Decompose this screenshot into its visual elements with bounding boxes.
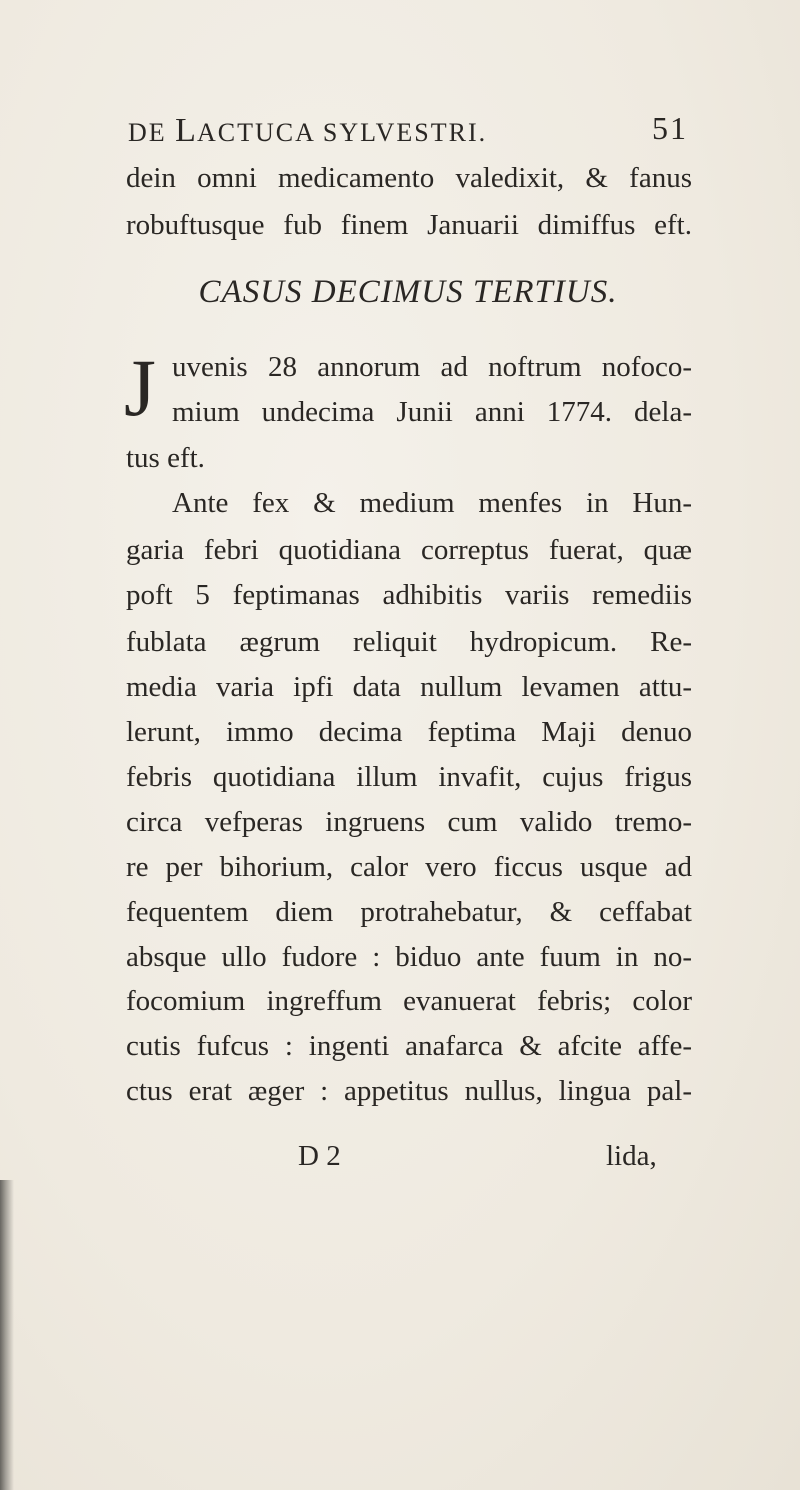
text-line: re per bihorium, calor vero ficcus usque ad: [126, 850, 692, 883]
text-line: Ante fex & medium menfes in Hun-: [172, 487, 692, 520]
text-line: febris quotidiana illum invafit, cujus frigus: [126, 760, 692, 793]
signature-mark: D 2: [298, 1140, 341, 1172]
catchword: lida,: [606, 1140, 657, 1172]
text-line: tus eft.: [126, 442, 205, 475]
text-line: media varia ipfi data nullum levamen attu-: [126, 670, 692, 703]
drop-capital: J: [124, 341, 156, 433]
text-line: absque ullo fudore : biduo ante fuum in no-: [126, 940, 692, 973]
text-line: robuftusque fub finem Januarii dimiffus eft.: [126, 208, 692, 241]
text-line: uvenis 28 annorum ad noftrum nofoco-: [172, 350, 692, 383]
text-line: focomium ingreffum evanuerat febris; color: [126, 985, 692, 1018]
running-head-word2: SYLVESTRI.: [322, 118, 488, 147]
text-line: poft 5 feptimanas adhibitis variis remediis: [126, 578, 692, 611]
text-line: fequentem diem protrahebatur, & ceffabat: [126, 895, 692, 928]
text-line: ctus erat æger : appetitus nullus, lingua pal-: [126, 1075, 692, 1108]
running-head-prefix: DE: [128, 118, 167, 147]
text-line: lerunt, immo decima feptima Maji denuo: [126, 715, 692, 748]
text-line: mium undecima Junii anni 1774. dela-: [172, 395, 692, 428]
page-edge-shadow: [0, 1180, 14, 1490]
running-head-cap: L: [175, 112, 197, 149]
text-line: garia febri quotidiana correptus fuerat, quæ: [126, 533, 692, 566]
page-number: 51: [652, 110, 688, 146]
text-line: cutis fufcus : ingenti anafarca & afcite affe-: [126, 1030, 692, 1063]
running-head-title: [128, 112, 487, 150]
running-head: [128, 112, 688, 152]
section-heading: CASUS DECIMUS TERTIUS.: [198, 274, 618, 311]
text-line: fublata ægrum reliquit hydropicum. Re-: [126, 625, 692, 658]
text-line: circa vefperas ingruens cum valido tremo-: [126, 805, 692, 838]
running-head-word1: ACTUCA: [196, 118, 315, 147]
text-line: dein omni medicamento valedixit, & fanus: [126, 162, 692, 194]
